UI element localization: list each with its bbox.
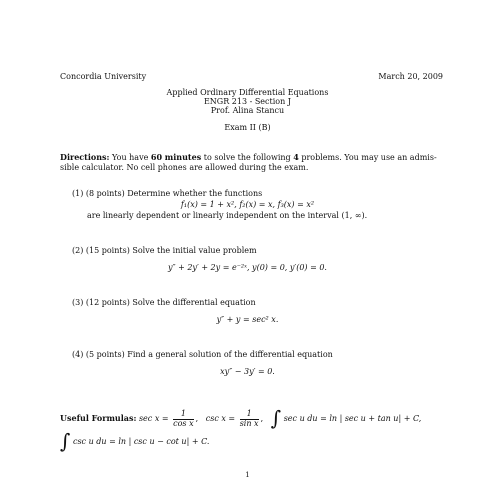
csc-formula-lhs: csc x = [205, 414, 236, 423]
directions-count: 4 [293, 152, 299, 162]
sec-fraction [173, 410, 193, 429]
problem-1-intro: (1) (8 points) Determine whether the functions [72, 189, 263, 198]
csc-integral-formula: csc u du = ln | csc u − cot u| + C. [72, 437, 210, 446]
integral-sign-1: ∫ [270, 406, 282, 430]
csc-numerator: 1 [240, 410, 259, 420]
university-name: Concordia University [60, 72, 147, 81]
problem-4-intro: (4) (5 points) Find a general solution of the differential equation [72, 350, 333, 359]
integral-sign-2: ∫ [60, 429, 71, 453]
formulas-line-2 [60, 427, 210, 453]
course-name: Applied Ordinary Differential Equations [166, 88, 329, 97]
exam-title: Exam II (B) [224, 123, 271, 132]
problem-2-equation: y″ + 2y′ + 2y = e⁻²ˣ, y(0) = 0, y′(0) = 0. [168, 263, 327, 272]
problem-2-intro: (2) (15 points) Solve the initial value problem [72, 246, 257, 255]
csc-fraction [240, 410, 259, 429]
exam-date: March 20, 2009 [378, 72, 443, 81]
problem-1-equation: f₁(x) = 1 + x², f₂(x) = x, f₃(x) = x² [180, 200, 315, 209]
formulas-label: Useful Formulas: [60, 413, 137, 423]
sec-integral-formula: sec u du = ln | sec u + tan u| + C, [283, 414, 422, 423]
problem-3-equation: y″ + y = sec² x. [216, 315, 279, 324]
directions-text-2: to solve the following [203, 153, 291, 162]
page-number: 1 [245, 471, 250, 479]
course-section: ENGR 213 - Section J [203, 97, 292, 106]
sec-numerator: 1 [173, 410, 193, 420]
directions-line-1 [60, 153, 437, 162]
directions-text-3: problems. You may use an admis- [301, 153, 437, 162]
sec-formula-lhs: sec x = [138, 414, 169, 423]
sec-denominator: cos x [173, 418, 194, 428]
problem-1-after: are linearly dependent or linearly independent on the interval (1, ∞). [87, 211, 368, 220]
csc-denominator: sin x [239, 418, 259, 428]
directions-label: Directions: [60, 152, 110, 162]
directions-text-1: You have [112, 153, 149, 162]
professor-name: Prof. Alina Stancu [210, 106, 285, 115]
problem-3-intro: (3) (12 points) Solve the differential equation [72, 298, 256, 307]
directions-minutes: 60 minutes [150, 152, 202, 162]
formulas-line-1: Useful Formulas: sec x = $\frac{1}{\text{cos x}}$ , csc x = $\frac{1}{\text{sin x}}$ , ∫ sec u du = ln | sec u + tan u| + C, [60, 406, 422, 430]
problem-4-equation: xy″ − 3y′ = 0. [220, 367, 275, 376]
directions-line-2: sible calculator. No cell phones are allowed during the exam. [60, 163, 309, 172]
